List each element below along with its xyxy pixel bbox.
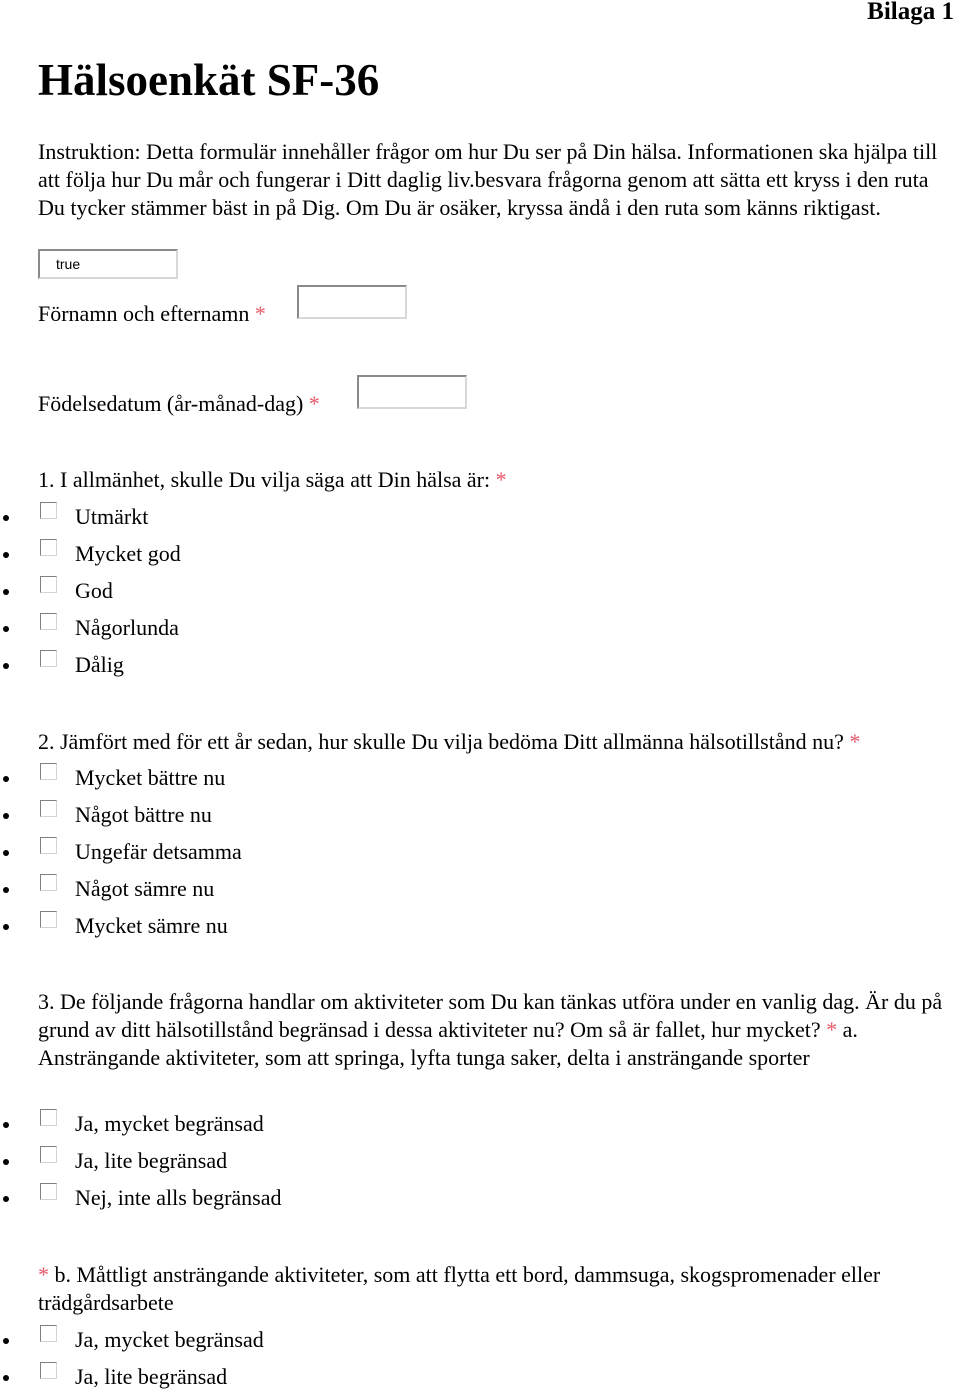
option-label: Ja, mycket begränsad bbox=[75, 1327, 264, 1352]
birthdate-field-label bbox=[38, 390, 320, 418]
hidden-value-field[interactable]: true bbox=[38, 249, 178, 279]
name-input[interactable] bbox=[297, 285, 407, 319]
required-marker: * bbox=[826, 1017, 838, 1042]
q3b-option-2[interactable] bbox=[0, 1362, 600, 1392]
question-3b-text: b. Måttligt ansträngande aktiviteter, som att flytta ett bord, dammsuga, skogspromenader eller trädgårdsarbete bbox=[38, 1262, 881, 1315]
option-label: Ja, lite begränsad bbox=[75, 1364, 228, 1389]
required-marker: * bbox=[38, 1262, 49, 1287]
question-3 bbox=[38, 988, 958, 1072]
option-label: Någorlunda bbox=[75, 615, 179, 640]
bullet-dot bbox=[3, 1159, 9, 1165]
bullet-dot bbox=[3, 626, 9, 632]
q2-option-1[interactable] bbox=[0, 763, 600, 793]
page-title: Hälsoenkät SF-36 bbox=[38, 55, 380, 105]
checkbox[interactable] bbox=[40, 539, 57, 556]
birthdate-label-text: Födelsedatum (år-månad-dag) bbox=[38, 391, 304, 416]
option-label: Nej, inte alls begränsad bbox=[75, 1185, 282, 1210]
checkbox[interactable] bbox=[40, 1362, 57, 1379]
option-label: Mycket god bbox=[75, 541, 181, 566]
q1-option-1[interactable] bbox=[0, 502, 600, 532]
bullet-dot bbox=[3, 552, 9, 558]
option-label: Ja, mycket begränsad bbox=[75, 1111, 264, 1136]
q2-option-5[interactable] bbox=[0, 911, 600, 941]
option-label: Något bättre nu bbox=[75, 802, 212, 827]
q2-option-3[interactable] bbox=[0, 837, 600, 867]
question-2 bbox=[38, 728, 958, 756]
required-marker: * bbox=[308, 391, 320, 416]
required-marker: * bbox=[495, 467, 507, 492]
question-1-text: 1. I allmänhet, skulle Du vilja säga att Din hälsa är: bbox=[38, 467, 491, 492]
checkbox[interactable] bbox=[40, 911, 57, 928]
checkbox[interactable] bbox=[40, 1183, 57, 1200]
checkbox[interactable] bbox=[40, 763, 57, 780]
checkbox[interactable] bbox=[40, 576, 57, 593]
bullet-dot bbox=[3, 1375, 9, 1381]
checkbox[interactable] bbox=[40, 613, 57, 630]
birthdate-input[interactable] bbox=[357, 375, 467, 409]
bullet-dot bbox=[3, 663, 9, 669]
option-label: Mycket bättre nu bbox=[75, 765, 226, 790]
bullet-dot bbox=[3, 887, 9, 893]
bullet-dot bbox=[3, 850, 9, 856]
checkbox[interactable] bbox=[40, 502, 57, 519]
checkbox[interactable] bbox=[40, 1146, 57, 1163]
question-3-intro: 3. De följande frågorna handlar om aktiviteter som Du kan tänkas utföra under en vanlig dag. Är du på grund av ditt hälsotillstånd begränsad i dessa aktiviteter nu? Om så är fallet, hur mycket? bbox=[38, 989, 943, 1042]
q1-option-4[interactable] bbox=[0, 613, 600, 643]
q3b-option-1[interactable] bbox=[0, 1325, 600, 1355]
q1-option-3[interactable] bbox=[0, 576, 600, 606]
q3a-option-1[interactable] bbox=[0, 1109, 600, 1139]
name-label-text: Förnamn och efternamn bbox=[38, 301, 250, 326]
required-marker: * bbox=[849, 729, 861, 754]
instruction-text: Instruktion: Detta formulär innehåller frågor om hur Du ser på Din hälsa. Informationen ska hjälpa till att följa hur Du mår och fungerar i Ditt daglig liv.besvara frågorna genom att sätta ett kryss i den ruta Du tycker stämmer bäst in på Dig. Om Du är osäker, kryssa ändå i den ruta som känns riktigast. bbox=[38, 139, 938, 220]
q1-option-5[interactable] bbox=[0, 650, 600, 680]
question-3b bbox=[38, 1261, 958, 1317]
bullet-dot bbox=[3, 776, 9, 782]
name-field-label bbox=[38, 300, 266, 328]
q1-option-2[interactable] bbox=[0, 539, 600, 569]
option-label: Mycket sämre nu bbox=[75, 913, 228, 938]
bullet-dot bbox=[3, 515, 9, 521]
q2-option-2[interactable] bbox=[0, 800, 600, 830]
checkbox[interactable] bbox=[40, 800, 57, 817]
checkbox[interactable] bbox=[40, 650, 57, 667]
question-3a-text: a. Ansträngande aktiviteter, som att springa, lyfta tunga saker, delta i ansträngande sporter bbox=[38, 1017, 858, 1070]
required-marker: * bbox=[254, 301, 266, 326]
checkbox[interactable] bbox=[40, 874, 57, 891]
bullet-dot bbox=[3, 1338, 9, 1344]
bullet-dot bbox=[3, 924, 9, 930]
checkbox[interactable] bbox=[40, 1109, 57, 1126]
bullet-dot bbox=[3, 813, 9, 819]
option-label: Dålig bbox=[75, 652, 124, 677]
bullet-dot bbox=[3, 1122, 9, 1128]
option-label: Något sämre nu bbox=[75, 876, 215, 901]
q3a-option-2[interactable] bbox=[0, 1146, 600, 1176]
option-label: Ungefär detsamma bbox=[75, 839, 242, 864]
option-label: God bbox=[75, 578, 113, 603]
option-label: Ja, lite begränsad bbox=[75, 1148, 228, 1173]
checkbox[interactable] bbox=[40, 1325, 57, 1342]
question-1 bbox=[38, 466, 958, 494]
q3a-option-3[interactable] bbox=[0, 1183, 600, 1213]
question-2-text: 2. Jämfört med för ett år sedan, hur skulle Du vilja bedöma Ditt allmänna hälsotillstånd nu? bbox=[38, 729, 844, 754]
appendix-label: Bilaga 1 bbox=[867, 0, 954, 25]
bullet-dot bbox=[3, 1196, 9, 1202]
q2-option-4[interactable] bbox=[0, 874, 600, 904]
checkbox[interactable] bbox=[40, 837, 57, 854]
option-label: Utmärkt bbox=[75, 504, 149, 529]
bullet-dot bbox=[3, 589, 9, 595]
